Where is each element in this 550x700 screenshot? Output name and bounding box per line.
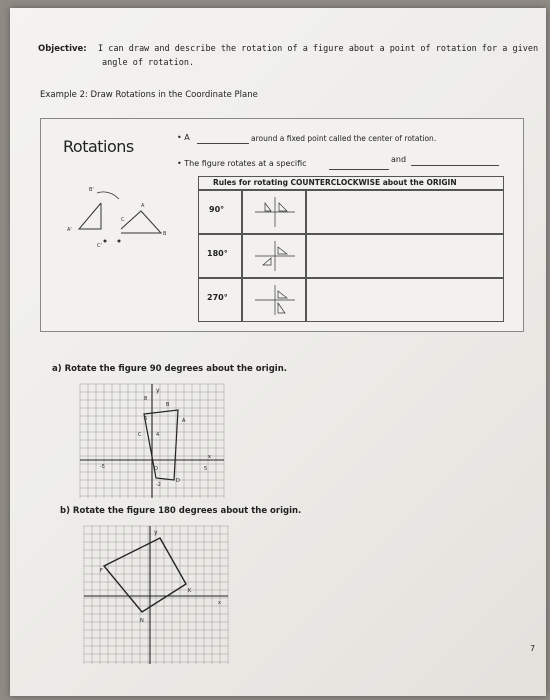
label-c-prime: C' bbox=[97, 243, 102, 249]
vertex-d-a: D bbox=[176, 478, 180, 484]
page-number: 7 bbox=[530, 644, 536, 653]
vertex-n-b: N bbox=[140, 618, 144, 624]
part-b-grid bbox=[82, 524, 232, 666]
vertex-c-a: C bbox=[138, 432, 142, 438]
label-b: B bbox=[163, 231, 167, 237]
graphic-270 bbox=[251, 283, 299, 317]
tick-neg2-a: -2 bbox=[156, 482, 161, 488]
angle-cell-90 bbox=[198, 190, 242, 234]
rule-cell-270 bbox=[306, 278, 504, 322]
graphic-90 bbox=[251, 195, 299, 229]
example-heading: Example 2: Draw Rotations in the Coordinate Plane bbox=[40, 90, 258, 100]
axis-label-y-b: y bbox=[154, 529, 158, 536]
angle-180: 180° bbox=[207, 249, 228, 258]
vertex-a-a: A bbox=[182, 418, 186, 424]
objective-line-2: angle of rotation. bbox=[102, 58, 195, 68]
rotation-diagram bbox=[49, 171, 189, 251]
label-b-prime: B' bbox=[89, 187, 94, 193]
axis-label-y-a: y bbox=[156, 387, 160, 394]
blank-line-2 bbox=[329, 169, 389, 170]
rules-header-cell bbox=[198, 176, 504, 190]
bullet-1-suffix: around a fixed point called the center of rotation. bbox=[251, 134, 437, 143]
graphic-cell-90 bbox=[242, 190, 306, 234]
graphic-cell-270 bbox=[242, 278, 306, 322]
tick-8-a: 8 bbox=[144, 396, 148, 402]
tick-4-a: 4 bbox=[156, 432, 160, 438]
part-a-instruction: a) Rotate the figure 90 degrees about the origin. bbox=[52, 364, 287, 374]
tick-neg5-a: -5 bbox=[100, 464, 105, 470]
angle-cell-270 bbox=[198, 278, 242, 322]
part-a-grid bbox=[78, 382, 228, 500]
objective-line-1: I can draw and describe the rotation of a figure about a point of rotation for a given bbox=[98, 44, 539, 54]
vertex-b-a: B bbox=[166, 402, 170, 408]
tick-5-a: 5 bbox=[204, 466, 208, 472]
objective-label: Objective: bbox=[38, 44, 87, 54]
origin-label-a: O bbox=[154, 466, 158, 472]
rules-header: Rules for rotating COUNTERCLOCKWISE about the ORIGIN bbox=[213, 178, 457, 187]
angle-90: 90° bbox=[209, 205, 225, 214]
tick-6-a: 6 bbox=[144, 416, 148, 422]
axis-label-x-a: x bbox=[208, 454, 211, 460]
rotations-card bbox=[40, 118, 524, 332]
blank-line-1 bbox=[197, 143, 249, 144]
rules-table bbox=[198, 176, 504, 322]
bullet-1-prefix: A bbox=[184, 133, 190, 142]
part-b-instruction: b) Rotate the figure 180 degrees about the origin. bbox=[60, 506, 302, 516]
vertex-f-b: F bbox=[100, 568, 103, 574]
angle-270: 270° bbox=[207, 293, 228, 302]
card-title: Rotations bbox=[63, 137, 134, 156]
rule-cell-180 bbox=[306, 234, 504, 278]
graphic-180 bbox=[251, 239, 299, 273]
vertex-k-b: K bbox=[188, 588, 192, 594]
bullet-2-and: and bbox=[391, 155, 407, 164]
bullet-1: • A bbox=[177, 133, 190, 142]
blank-line-3 bbox=[411, 165, 499, 166]
graphic-cell-180 bbox=[242, 234, 306, 278]
worksheet-page bbox=[10, 8, 546, 696]
label-a-prime: A' bbox=[67, 227, 72, 233]
bullet-2-prefix: The figure rotates at a specific bbox=[184, 159, 307, 168]
angle-cell-180 bbox=[198, 234, 242, 278]
rule-cell-90 bbox=[306, 190, 504, 234]
bullet-2: • The figure rotates at a specific bbox=[177, 159, 307, 168]
axis-label-x-b: x bbox=[218, 600, 221, 606]
label-a: A bbox=[141, 203, 145, 209]
label-c: C bbox=[121, 217, 125, 223]
